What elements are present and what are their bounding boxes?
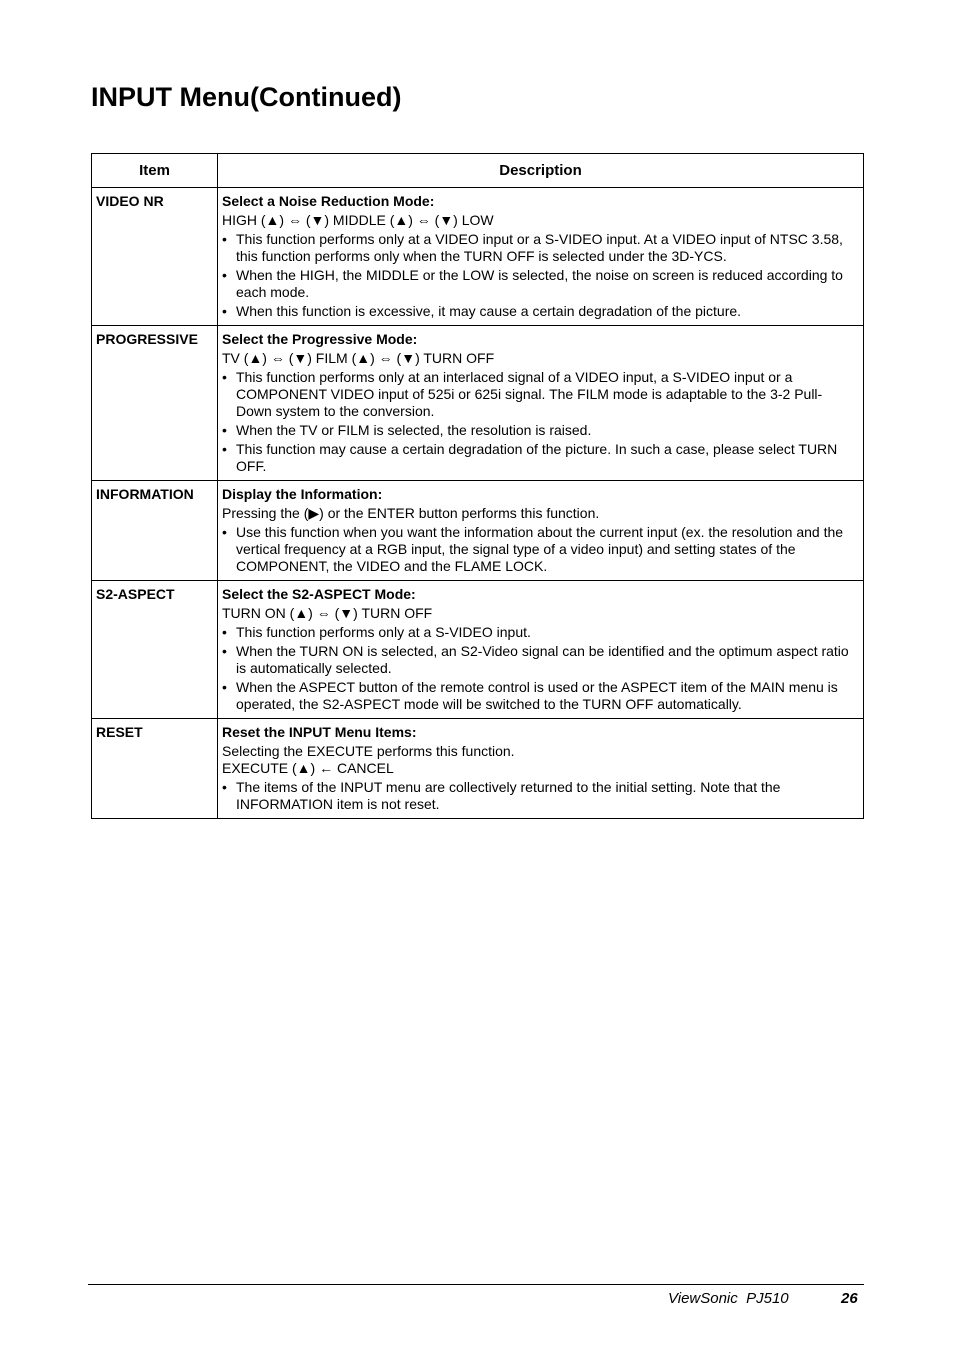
bullet-mark: • bbox=[222, 422, 227, 438]
description-heading: Select the Progressive Mode: bbox=[222, 331, 418, 347]
bullet-list bbox=[222, 524, 857, 575]
list-item bbox=[222, 643, 857, 677]
description-heading: Select a Noise Reduction Mode: bbox=[222, 193, 435, 209]
list-item bbox=[222, 679, 857, 713]
item-description bbox=[218, 581, 864, 719]
bullet-text: This function performs only at an interlaced signal of a VIDEO input, a S-VIDEO input or a COMPONENT VIDEO input of 525i or 625i signal. The FILM mode is adaptable to the 3-2 Pull-Down system to the conversion. bbox=[236, 369, 823, 419]
item-name: S2-ASPECT bbox=[92, 581, 218, 719]
description-line: Pressing the (▶) or the ENTER button performs this function. bbox=[222, 505, 600, 521]
description-line: Selecting the EXECUTE performs this function. bbox=[222, 743, 515, 759]
bullet-text: When the TURN ON is selected, an S2-Video signal can be identified and the optimum aspect ratio is automatically selected. bbox=[236, 643, 849, 676]
table-row bbox=[92, 581, 864, 719]
list-item bbox=[222, 441, 857, 475]
list-item bbox=[222, 231, 857, 265]
bullet-mark: • bbox=[222, 441, 227, 457]
bullet-mark: • bbox=[222, 624, 227, 640]
bullet-list bbox=[222, 779, 857, 813]
list-item bbox=[222, 524, 857, 575]
footer-divider bbox=[88, 1284, 864, 1285]
bullet-text: When this function is excessive, it may cause a certain degradation of the picture. bbox=[236, 303, 742, 319]
footer-brand: ViewSonic PJ510 bbox=[668, 1290, 789, 1307]
list-item bbox=[222, 779, 857, 813]
bullet-mark: • bbox=[222, 231, 227, 247]
item-description bbox=[218, 326, 864, 481]
description-heading: Reset the INPUT Menu Items: bbox=[222, 724, 417, 740]
bullet-text: This function may cause a certain degradation of the picture. In such a case, please select TURN OFF. bbox=[236, 441, 838, 474]
description-line: EXECUTE (▲) ← CANCEL bbox=[222, 760, 394, 776]
table-row bbox=[92, 719, 864, 819]
list-item bbox=[222, 369, 857, 420]
list-item bbox=[222, 624, 857, 641]
item-description bbox=[218, 188, 864, 326]
bullet-mark: • bbox=[222, 779, 227, 795]
bullet-text: When the ASPECT button of the remote control is used or the ASPECT item of the MAIN menu is operated, the S2-ASPECT mode will be switched to the TURN OFF automatically. bbox=[236, 679, 838, 712]
item-description bbox=[218, 719, 864, 819]
description-heading: Display the Information: bbox=[222, 486, 383, 502]
page-number: 26 bbox=[841, 1290, 858, 1307]
description-heading: Select the S2-ASPECT Mode: bbox=[222, 586, 416, 602]
bullet-mark: • bbox=[222, 524, 227, 540]
description-line: HIGH (▲) ⇔ (▼) MIDDLE (▲) ⇔ (▼) LOW bbox=[222, 212, 494, 228]
bullet-list bbox=[222, 369, 857, 475]
bullet-text: Use this function when you want the information about the current input (ex. the resolution and the vertical frequency at a RGB input, the signal type of a video input) and setting states of the COMPONENT, the VIDEO and the FLAME LOCK. bbox=[236, 524, 844, 574]
bullet-text: This function performs only at a VIDEO input or a S-VIDEO input. At a VIDEO input of NTSC 3.58, this function performs only when the TURN OFF is selected under the 3D-YCS. bbox=[236, 231, 843, 264]
list-item bbox=[222, 422, 857, 439]
item-description bbox=[218, 481, 864, 581]
bullet-mark: • bbox=[222, 643, 227, 659]
table-row bbox=[92, 188, 864, 326]
description-line: TURN ON (▲) ⇔ (▼) TURN OFF bbox=[222, 605, 433, 621]
bullet-mark: • bbox=[222, 267, 227, 283]
item-name: INFORMATION bbox=[92, 481, 218, 581]
bullet-mark: • bbox=[222, 369, 227, 385]
bullet-text: This function performs only at a S-VIDEO input. bbox=[236, 624, 531, 640]
bullet-mark: • bbox=[222, 679, 227, 695]
bullet-text: When the HIGH, the MIDDLE or the LOW is selected, the noise on screen is reduced according to each mode. bbox=[236, 267, 843, 300]
bullet-text: The items of the INPUT menu are collectively returned to the initial setting. Note that the INFORMATION item is not reset. bbox=[236, 779, 781, 812]
table-row bbox=[92, 481, 864, 581]
table-header-row bbox=[92, 154, 864, 188]
item-name: RESET bbox=[92, 719, 218, 819]
list-item bbox=[222, 303, 857, 320]
item-name: PROGRESSIVE bbox=[92, 326, 218, 481]
bullet-list bbox=[222, 231, 857, 320]
bullet-list bbox=[222, 624, 857, 713]
item-name: VIDEO NR bbox=[92, 188, 218, 326]
bullet-mark: • bbox=[222, 303, 227, 319]
list-item bbox=[222, 267, 857, 301]
bullet-text: When the TV or FILM is selected, the resolution is raised. bbox=[236, 422, 592, 438]
column-header-item: Item bbox=[92, 154, 218, 188]
input-menu-table bbox=[91, 153, 864, 819]
description-line: TV (▲) ⇔ (▼) FILM (▲) ⇔ (▼) TURN OFF bbox=[222, 350, 495, 366]
column-header-description: Description bbox=[218, 154, 864, 188]
table-row bbox=[92, 326, 864, 481]
page-title: INPUT Menu(Continued) bbox=[91, 82, 402, 112]
